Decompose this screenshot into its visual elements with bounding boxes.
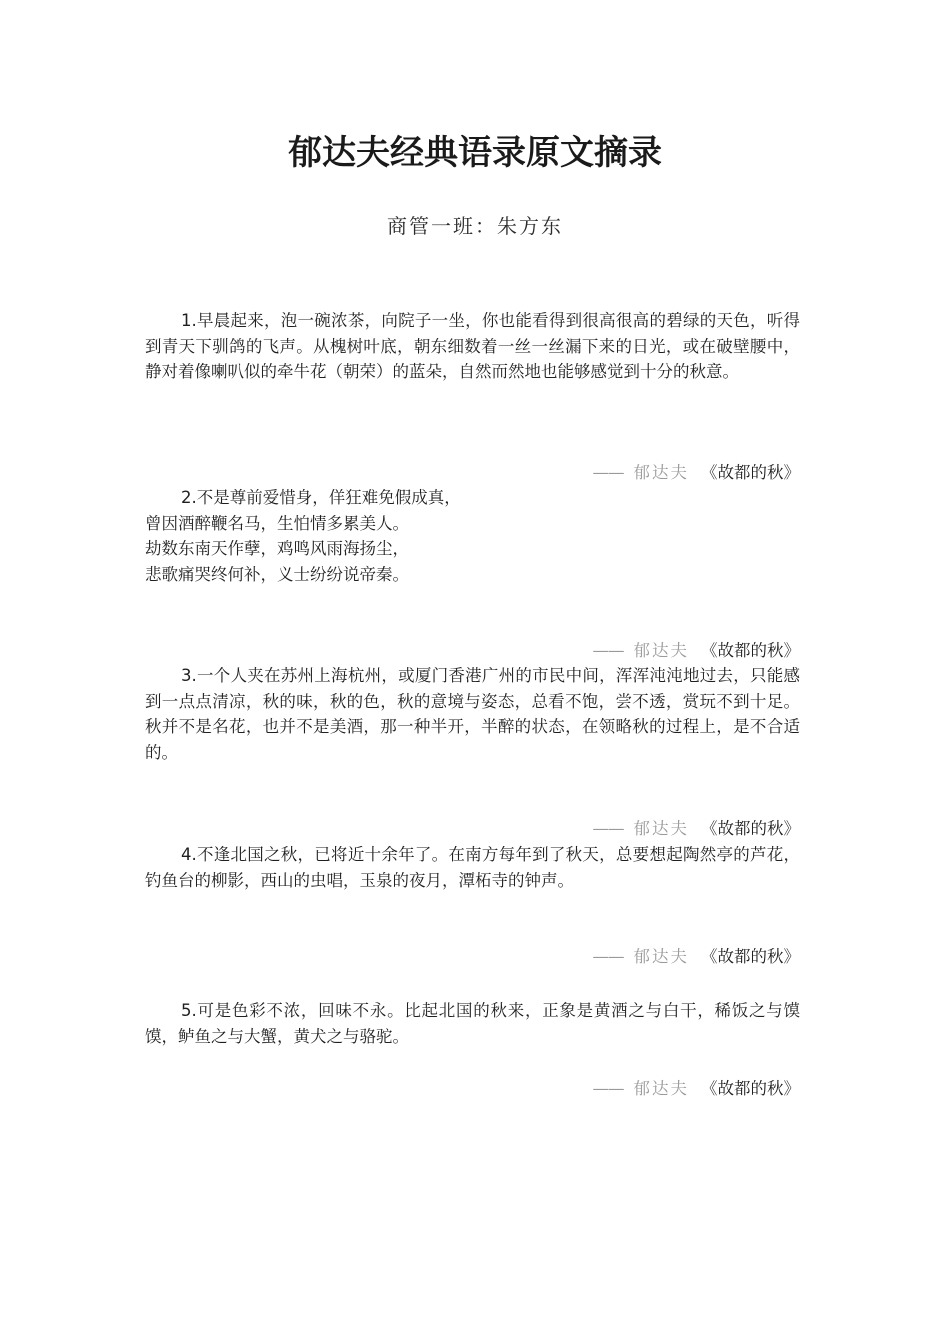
source-work: 《故都的秋》 [701, 819, 800, 838]
poem-line: 劫数东南天作孽，鸡鸣风雨海扬尘， [145, 539, 409, 558]
quote-4 [145, 842, 800, 893]
quote-text: 一个人夹在苏州上海杭州，或厦门香港广州的市民中间，浑浑沌沌地过去，只能感到一点点清凉，秋的味，秋的色，秋的意境与姿态，总看不饱，尝不透，赏玩不到十足。秋并不是名花，也并不是美酒，那一种半开，半醉的状态，在领略秋的过程上，是不合适的。 [145, 666, 800, 762]
quote-source [593, 460, 801, 486]
source-author: 郁达夫 [633, 947, 689, 966]
poem-line: 曾因酒醉鞭名马，生怕情多累美人。 [145, 513, 409, 533]
source-work: 《故都的秋》 [701, 641, 800, 660]
quote-source [593, 638, 801, 664]
quote-text: 可是色彩不浓，回味不永。比起北国的秋来，正象是黄酒之与白干，稀饭之与馍馍，鲈鱼之与大蟹，黄犬之与骆驼。 [145, 1001, 800, 1046]
source-dash: —— [592, 947, 624, 966]
poem-line: 悲歌痛哭终何补，义士纷纷说帝秦。 [145, 564, 409, 584]
source-author: 郁达夫 [633, 463, 689, 482]
source-work: 《故都的秋》 [701, 947, 800, 966]
quote-number: 1. [181, 311, 197, 330]
quote-number: 4. [181, 845, 197, 864]
quote-number: 5. [181, 1001, 197, 1020]
quote-source [593, 816, 801, 842]
source-dash: —— [592, 463, 624, 482]
source-dash: —— [592, 641, 624, 660]
source-dash: —— [592, 1079, 624, 1098]
source-work: 《故都的秋》 [701, 1079, 800, 1098]
quote-1 [145, 308, 800, 385]
quote-source [593, 1076, 801, 1102]
poem-line: 2.不是尊前爱惜身，佯狂难免假成真， [181, 488, 461, 507]
page-title: 郁达夫经典语录原文摘录 [288, 133, 662, 173]
quote-number: 2. [181, 488, 197, 507]
author-line: 商管一班：朱方东 [387, 214, 563, 238]
quote-text: 不逢北国之秋，已将近十余年了。在南方每年到了秋天，总要想起陶然亭的芦花，钓鱼台的柳影，西山的虫唱，玉泉的夜月，潭柘寺的钟声。 [145, 845, 800, 890]
quote-5 [145, 998, 800, 1049]
source-author: 郁达夫 [633, 1079, 689, 1098]
quote-number: 3. [181, 666, 197, 685]
quote-source [593, 944, 801, 970]
source-author: 郁达夫 [633, 819, 689, 838]
quote-text: 早晨起来，泡一碗浓茶，向院子一坐，你也能看得到很高很高的碧绿的天色，听得到青天下驯鸽的飞声。从槐树叶底，朝东细数着一丝一丝漏下来的日光，或在破壁腰中，静对着像喇叭似的牵牛花（朝荣）的蓝朵，自然而然地也能够感觉到十分的秋意。 [145, 311, 800, 381]
quote-2 [145, 485, 800, 587]
quote-3 [145, 663, 800, 765]
source-author: 郁达夫 [633, 641, 689, 660]
source-work: 《故都的秋》 [701, 463, 800, 482]
source-dash: —— [592, 819, 624, 838]
